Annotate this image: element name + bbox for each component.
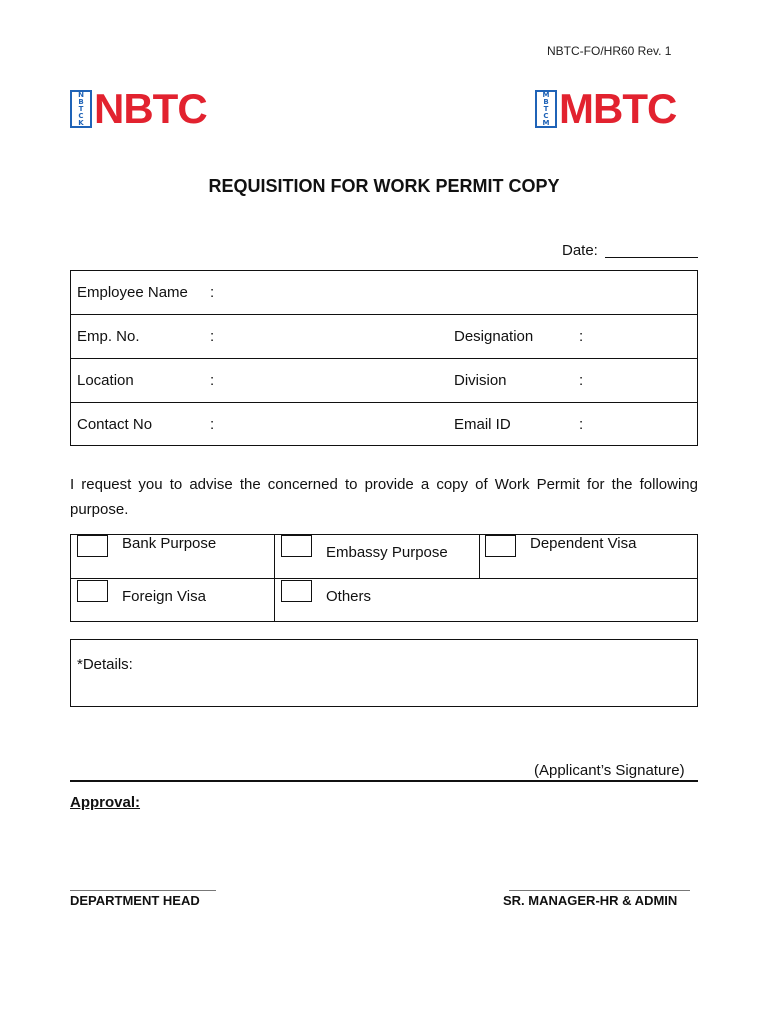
location-label: Location [77,372,134,389]
sr-manager-label: SR. MANAGER-HR & ADMIN [503,893,678,908]
row-location [71,359,697,403]
purpose-divider-horizontal [71,578,697,579]
others-checkbox[interactable] [281,580,312,602]
mbtc-logo [535,85,677,132]
designation-field[interactable] [591,328,691,346]
dependent-visa-checkbox[interactable] [485,535,516,557]
contact-no-colon: : [210,416,215,433]
nbtc-logo-text: NBTC [94,85,207,132]
emp-no-field[interactable] [223,328,443,346]
date-label: Date: [562,242,598,259]
embassy-purpose-checkbox[interactable] [281,535,312,557]
purpose-divider-1 [274,535,275,621]
row-employee-name [71,271,697,315]
division-label: Division [454,372,507,389]
approval-heading: Approval: [70,794,141,811]
sr-manager-signature-line [509,890,690,891]
location-colon: : [210,372,215,389]
request-paragraph: I request you to advise the concerned to provide a copy of Work Permit for the following purpose. [70,476,698,518]
mbtc-logo-text: MBTC [559,85,677,132]
form-title: REQUISITION FOR WORK PERMIT COPY [208,176,560,196]
department-head-signature-line [70,890,216,891]
employee-info-table [70,270,698,446]
row-emp-no [71,315,697,359]
contact-no-field[interactable] [223,416,443,434]
location-field[interactable] [223,372,443,390]
details-label: *Details: [77,656,133,673]
employee-name-label: Employee Name [77,284,188,301]
email-id-colon: : [579,416,584,433]
foreign-visa-label: Foreign Visa [122,588,206,605]
nbtc-logo-badge: N B T C K [70,90,92,128]
document-reference: NBTC-FO/HR60 Rev. 1 [547,44,672,58]
division-colon: : [579,372,584,389]
purpose-table [70,534,698,622]
embassy-purpose-label: Embassy Purpose [326,544,448,561]
purpose-divider-2 [479,535,480,578]
emp-no-colon: : [210,328,215,345]
row-contact-no [71,403,697,447]
employee-name-field[interactable] [223,284,683,302]
details-box[interactable] [70,639,698,707]
employee-name-colon: : [210,284,215,301]
nbtc-logo [70,85,207,132]
designation-label: Designation [454,328,534,345]
division-field[interactable] [591,372,691,390]
contact-no-label: Contact No [77,416,153,433]
applicant-signature-label: (Applicant’s Signature) [534,762,685,779]
bank-purpose-checkbox[interactable] [77,535,108,557]
foreign-visa-checkbox[interactable] [77,580,108,602]
signature-line [70,780,698,782]
mbtc-logo-badge: M B T C M [535,90,557,128]
dependent-visa-label: Dependent Visa [530,535,637,552]
email-id-label: Email ID [454,416,511,433]
emp-no-label: Emp. No. [77,328,140,345]
date-field[interactable] [605,257,698,258]
bank-purpose-label: Bank Purpose [122,535,217,552]
department-head-label: DEPARTMENT HEAD [70,893,200,908]
others-label: Others [326,588,372,605]
designation-colon: : [579,328,584,345]
email-id-field[interactable] [591,416,691,434]
